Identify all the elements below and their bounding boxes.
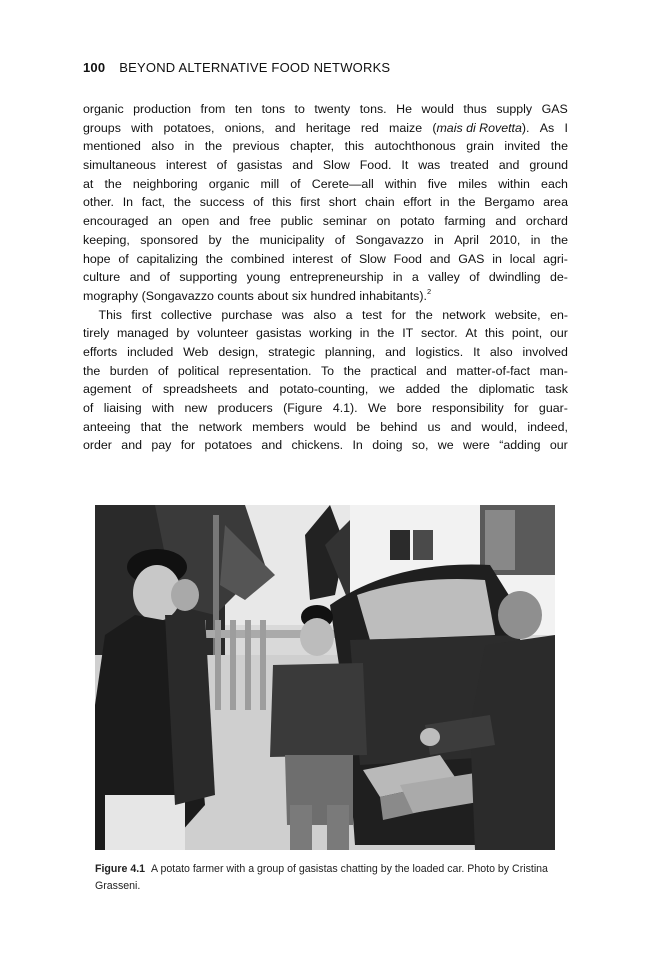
word: Cerete—all <box>311 176 374 191</box>
word: for <box>180 438 196 453</box>
word: onions, <box>224 120 265 135</box>
word: new <box>184 401 208 415</box>
word: potatoes <box>204 438 253 453</box>
word: Bergamo <box>484 195 535 210</box>
text-line <box>83 119 568 138</box>
word: valley <box>428 270 460 285</box>
text-line <box>83 418 568 437</box>
text-line <box>83 268 568 287</box>
word: by <box>208 232 222 247</box>
word: and <box>450 419 472 434</box>
text-line <box>83 380 568 399</box>
figure-label: Figure 4.1 <box>95 863 146 875</box>
figure-caption-text: A potato farmer with a group of gasistas chatting by the loaded car. Photo by Cristina Grasseni. <box>95 863 548 892</box>
word: chain <box>364 195 395 210</box>
word: logistics. <box>415 344 464 359</box>
word: of <box>334 232 346 247</box>
word: the <box>550 232 568 247</box>
word: behind <box>380 419 418 434</box>
word: encouraged <box>83 214 149 229</box>
word: simultaneous <box>83 158 157 173</box>
word: and <box>426 363 447 378</box>
word: At <box>465 326 478 341</box>
word: autochthonous <box>374 139 456 154</box>
text-line <box>83 175 568 194</box>
word: doing <box>372 438 403 453</box>
text-line <box>83 193 568 212</box>
word: was <box>281 307 304 322</box>
word: We <box>368 401 387 415</box>
word: point, <box>511 326 543 341</box>
word: I <box>564 120 568 135</box>
text-line <box>83 343 568 362</box>
word: and <box>385 344 406 359</box>
word: be <box>356 419 371 434</box>
word: and <box>219 214 240 229</box>
word: tons <box>261 102 286 116</box>
word: agement <box>83 382 132 397</box>
word: this <box>272 195 292 210</box>
word: (Figure <box>283 401 323 415</box>
word: network <box>198 419 243 434</box>
word: a <box>345 307 353 322</box>
word: anteeing <box>83 419 131 434</box>
word: within <box>498 176 530 191</box>
word: April <box>454 232 479 247</box>
word: the <box>415 307 433 322</box>
word: As <box>539 120 555 135</box>
word: also <box>489 344 513 359</box>
word: farming <box>444 214 486 229</box>
text-line <box>83 137 568 156</box>
word: to <box>294 102 305 116</box>
word: tirely <box>83 326 110 341</box>
word: test <box>362 307 383 322</box>
word: In <box>352 438 363 453</box>
word: It <box>473 344 480 359</box>
word: and <box>498 158 520 173</box>
word: agri- <box>543 251 568 266</box>
word: of <box>290 176 301 191</box>
word: five <box>427 176 448 191</box>
word: public <box>280 214 313 229</box>
word: free <box>249 214 271 229</box>
word: the <box>104 176 122 191</box>
word: This <box>98 307 122 322</box>
word: maize <box>389 120 423 135</box>
word: the <box>377 326 395 341</box>
word: network <box>442 307 486 322</box>
text-line <box>83 306 568 325</box>
word: supporting <box>179 270 238 285</box>
word: To <box>320 363 335 378</box>
text-line <box>83 156 568 175</box>
word: GAS <box>541 102 568 116</box>
word: counts <box>217 288 254 303</box>
word: us <box>427 419 441 434</box>
word: invited <box>504 139 541 154</box>
word: collective <box>160 307 212 322</box>
word: design, <box>218 344 259 359</box>
word: members <box>252 419 304 434</box>
word: thus <box>463 102 487 116</box>
word: liaising <box>103 401 142 415</box>
word: by <box>176 326 190 341</box>
word: culture <box>83 270 121 285</box>
word: Slow <box>322 158 350 173</box>
word: an <box>158 214 172 229</box>
word: dwindling <box>488 270 541 285</box>
word: included <box>127 344 174 359</box>
word: the <box>205 251 223 266</box>
word: that <box>140 419 162 434</box>
word: supply <box>496 102 533 116</box>
word: website, <box>495 307 541 322</box>
word: treated <box>450 158 489 173</box>
word: task <box>545 382 568 397</box>
word: in <box>492 251 502 266</box>
word: for <box>391 307 406 322</box>
word: within <box>384 176 417 191</box>
word: in <box>530 232 541 247</box>
word: keeping, <box>83 232 130 247</box>
word: Food <box>393 251 422 266</box>
word: we <box>379 382 395 397</box>
word: open <box>181 214 210 229</box>
text-line <box>83 231 568 250</box>
word: hundred <box>310 288 356 303</box>
word: about <box>257 288 289 303</box>
word: and <box>121 438 142 453</box>
word: matter-of-fact <box>456 363 531 378</box>
word: six <box>291 288 307 303</box>
text-line <box>83 100 568 119</box>
text-line <box>83 212 568 231</box>
word: the <box>458 195 476 210</box>
word: capitalizing <box>136 251 198 266</box>
word: strategic <box>268 344 316 359</box>
word: potato-counting, <box>279 382 369 397</box>
word: local <box>509 251 536 266</box>
word: each <box>541 176 568 191</box>
word: (mais di Rovetta). <box>432 120 530 135</box>
word: in <box>439 195 450 210</box>
word: (Songavazzo <box>141 288 214 303</box>
word: this <box>484 326 505 341</box>
word: with <box>131 120 154 135</box>
word: political <box>177 363 220 378</box>
word: volunteer <box>197 326 249 341</box>
word: and <box>129 270 151 285</box>
text-line <box>83 287 568 306</box>
word: mentioned <box>83 139 141 154</box>
word: first <box>131 307 152 322</box>
word: with <box>152 401 175 415</box>
word: neighboring <box>132 176 198 191</box>
word: 4.1). <box>332 401 358 415</box>
word: combined <box>230 251 285 266</box>
word: man- <box>539 363 568 378</box>
text-line <box>83 250 568 269</box>
word: production <box>133 102 192 116</box>
word: Slow <box>358 251 386 266</box>
word: pay <box>151 438 172 453</box>
text-line <box>83 362 568 381</box>
word: this <box>344 139 364 154</box>
word: we <box>437 438 454 453</box>
word: a <box>411 270 419 285</box>
word: our <box>549 326 568 341</box>
text-line <box>83 324 568 343</box>
word: miles <box>458 176 488 191</box>
word: was <box>418 158 441 173</box>
word: GAS <box>458 251 485 266</box>
word: were <box>462 438 490 453</box>
word: producers <box>217 401 273 415</box>
word: 2010, <box>489 232 521 247</box>
word: IT <box>402 326 414 341</box>
word: In <box>122 195 134 210</box>
word: order <box>83 438 112 453</box>
running-title: BEYOND ALTERNATIVE FOOD NETWORKS <box>119 60 391 75</box>
word: planning, <box>324 344 376 359</box>
word: first <box>300 195 321 210</box>
photo-illustration <box>95 505 555 850</box>
word: at <box>83 176 94 191</box>
word: working <box>309 326 352 341</box>
word: interest <box>165 158 207 173</box>
body-text <box>83 100 568 455</box>
word: gasistas <box>256 326 302 341</box>
word: responsibility <box>432 401 504 415</box>
word: guar- <box>538 401 568 415</box>
word: would <box>313 419 347 434</box>
word: ground <box>529 158 568 173</box>
word: He <box>396 102 412 116</box>
word: bore <box>396 401 422 415</box>
word: de- <box>549 270 568 285</box>
word: inhabitants).$^2$ <box>359 287 432 303</box>
word: the <box>450 382 469 397</box>
word: tons. <box>359 102 387 116</box>
word: orchard <box>525 214 568 229</box>
word: heritage <box>305 120 351 135</box>
word: gasistas <box>236 158 283 173</box>
word: the <box>550 139 568 154</box>
word: representation. <box>228 363 312 378</box>
word: practical <box>370 363 417 378</box>
word: in <box>392 270 403 285</box>
word: en- <box>550 307 568 322</box>
word: in <box>434 232 444 247</box>
word: for <box>514 401 529 415</box>
word: entrepreneurship <box>289 270 384 285</box>
word: and <box>248 382 269 397</box>
word: potato <box>400 214 435 229</box>
word: previous <box>232 139 280 154</box>
word: also <box>313 307 337 322</box>
word: efforts <box>83 344 118 359</box>
footnote-ref[interactable]: 2 <box>426 287 432 297</box>
word: the <box>343 363 361 378</box>
word: would, <box>481 419 518 434</box>
word: municipality <box>259 232 325 247</box>
word: of <box>118 251 129 266</box>
word: sector. <box>421 326 458 341</box>
word: of <box>253 195 264 210</box>
word: of <box>141 382 153 397</box>
word: hope <box>83 251 111 266</box>
word: our <box>549 438 568 453</box>
word: of <box>216 158 227 173</box>
text-line <box>83 436 568 455</box>
word: of <box>469 270 480 285</box>
word: of <box>157 363 169 378</box>
word: on <box>376 214 391 229</box>
word: of <box>340 251 352 266</box>
word: effort <box>403 195 432 210</box>
word: interest <box>292 251 333 266</box>
figure-photo <box>95 505 555 850</box>
word: Food. <box>359 158 392 173</box>
word: success <box>199 195 245 210</box>
word: the <box>173 195 192 210</box>
word: seminar <box>322 214 367 229</box>
word: short <box>328 195 357 210</box>
word: young <box>246 270 281 285</box>
word: also <box>151 139 175 154</box>
word: the <box>204 139 223 154</box>
word: burden <box>109 363 149 378</box>
word: purchase <box>221 307 273 322</box>
word: the <box>83 363 101 378</box>
word: “adding <box>499 438 541 453</box>
word: in <box>184 139 195 154</box>
word: area <box>543 195 568 210</box>
word: fact, <box>141 195 166 210</box>
figure-caption <box>95 861 565 894</box>
word: organic <box>83 102 124 116</box>
word: chapter, <box>290 139 335 154</box>
word: twenty <box>314 102 351 116</box>
word: in <box>359 326 370 341</box>
word: spreadsheets <box>162 382 238 397</box>
word: grain <box>466 139 494 154</box>
word: and <box>261 438 283 453</box>
word: sponsored <box>140 232 199 247</box>
text-line <box>83 399 568 418</box>
word: groups <box>83 120 121 135</box>
word: mography <box>83 288 139 303</box>
word: added <box>405 382 441 397</box>
word: of <box>159 270 170 285</box>
word: managed <box>116 326 169 341</box>
word: the <box>232 232 250 247</box>
word: would <box>421 102 454 116</box>
word: diplomatic <box>478 382 535 397</box>
word: of <box>83 401 94 415</box>
word: organic <box>208 176 250 191</box>
word: mill <box>260 176 280 191</box>
word: and <box>429 251 451 266</box>
word: involved <box>522 344 568 359</box>
word: so, <box>411 438 429 453</box>
word: potatoes, <box>163 120 215 135</box>
word: from <box>200 102 226 116</box>
running-header <box>83 60 573 75</box>
word: It <box>401 158 409 173</box>
word: indeed, <box>527 419 568 434</box>
word: and <box>292 158 313 173</box>
word: red <box>360 120 379 135</box>
word: and <box>495 214 517 229</box>
word: other. <box>83 195 115 210</box>
word: Web <box>183 344 209 359</box>
word: Songavazzo <box>355 232 424 247</box>
word: the <box>171 419 189 434</box>
page-number: 100 <box>83 60 106 75</box>
word: and <box>274 120 296 135</box>
word: ten <box>234 102 253 116</box>
word: chickens. <box>291 438 344 453</box>
